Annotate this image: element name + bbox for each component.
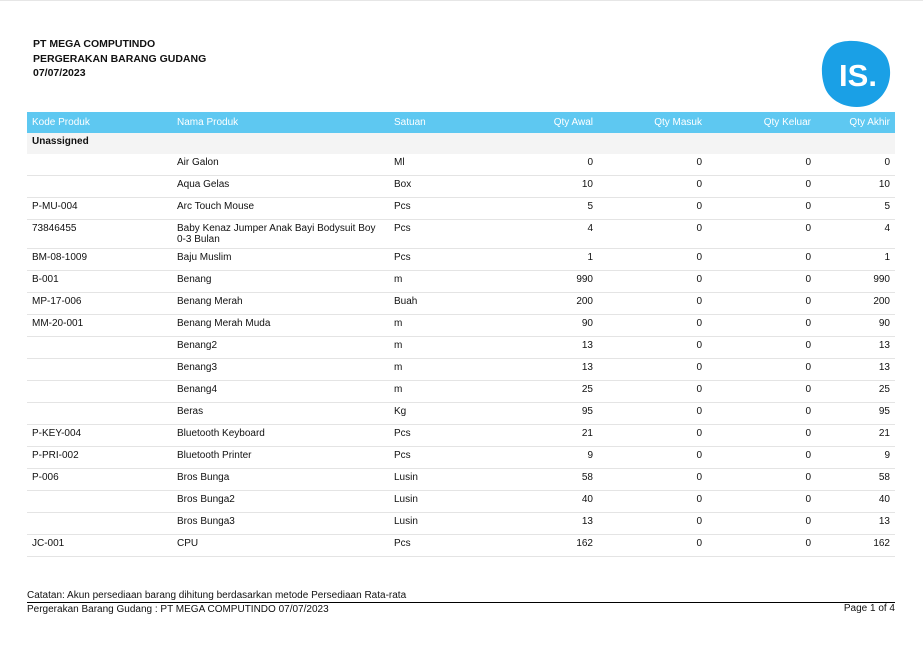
cell-kode	[27, 359, 172, 381]
col-qty-masuk: Qty Masuk	[598, 112, 707, 133]
cell-qty-akhir: 162	[816, 535, 895, 557]
cell-kode	[27, 154, 172, 176]
cell-kode: JC-001	[27, 535, 172, 557]
cell-qty-masuk: 0	[598, 469, 707, 491]
cell-qty-awal: 95	[499, 403, 598, 425]
cell-qty-masuk: 0	[598, 403, 707, 425]
report-header	[33, 37, 206, 81]
cell-nama: Baju Muslim	[172, 249, 389, 271]
cell-satuan: Pcs	[389, 220, 499, 249]
table-row	[27, 176, 895, 198]
cell-kode	[27, 337, 172, 359]
cell-satuan: Kg	[389, 403, 499, 425]
cell-nama: Benang Merah	[172, 293, 389, 315]
cell-nama: Bluetooth Printer	[172, 447, 389, 469]
cell-qty-keluar: 0	[707, 491, 816, 513]
cell-qty-masuk: 0	[598, 315, 707, 337]
cell-nama: Benang Merah Muda	[172, 315, 389, 337]
report-title: PERGERAKAN BARANG GUDANG	[33, 52, 207, 65]
cell-qty-masuk: 0	[598, 293, 707, 315]
cell-qty-awal: 10	[499, 176, 598, 198]
cell-satuan: Pcs	[389, 447, 499, 469]
cell-nama: Benang4	[172, 381, 389, 403]
table-row	[27, 249, 895, 271]
cell-qty-akhir: 5	[816, 198, 895, 220]
table-row	[27, 271, 895, 293]
cell-qty-masuk: 0	[598, 447, 707, 469]
cell-qty-awal: 5	[499, 198, 598, 220]
col-qty-akhir: Qty Akhir	[816, 112, 895, 133]
cell-qty-masuk: 0	[598, 491, 707, 513]
cell-qty-awal: 200	[499, 293, 598, 315]
company-name: PT MEGA COMPUTINDO	[33, 38, 156, 50]
cell-satuan: Lusin	[389, 491, 499, 513]
cell-nama: Bros Bunga3	[172, 513, 389, 535]
cell-kode	[27, 176, 172, 198]
cell-qty-akhir: 0	[816, 154, 895, 176]
col-nama-produk: Nama Produk	[172, 112, 389, 133]
cell-satuan: m	[389, 271, 499, 293]
cell-qty-masuk: 0	[598, 425, 707, 447]
cell-qty-masuk: 0	[598, 381, 707, 403]
cell-qty-keluar: 0	[707, 176, 816, 198]
cell-qty-masuk: 0	[598, 154, 707, 176]
cell-qty-keluar: 0	[707, 359, 816, 381]
cell-satuan: Pcs	[389, 249, 499, 271]
table-row	[27, 154, 895, 176]
cell-kode: P-PRI-002	[27, 447, 172, 469]
cell-qty-keluar: 0	[707, 403, 816, 425]
cell-qty-keluar: 0	[707, 469, 816, 491]
cell-qty-akhir: 40	[816, 491, 895, 513]
cell-qty-masuk: 0	[598, 249, 707, 271]
cell-qty-keluar: 0	[707, 535, 816, 557]
cell-qty-masuk: 0	[598, 271, 707, 293]
cell-kode: BM-08-1009	[27, 249, 172, 271]
cell-satuan: Ml	[389, 154, 499, 176]
cell-qty-akhir: 4	[816, 220, 895, 249]
cell-satuan: m	[389, 315, 499, 337]
table-row	[27, 293, 895, 315]
cell-qty-keluar: 0	[707, 271, 816, 293]
cell-satuan: m	[389, 337, 499, 359]
cell-qty-masuk: 0	[598, 176, 707, 198]
cell-qty-awal: 13	[499, 337, 598, 359]
cell-qty-keluar: 0	[707, 154, 816, 176]
cell-kode	[27, 381, 172, 403]
cell-kode: P-KEY-004	[27, 425, 172, 447]
cell-satuan: Pcs	[389, 425, 499, 447]
col-kode-produk: Kode Produk	[27, 112, 172, 133]
footer-report-info: Pergerakan Barang Gudang : PT MEGA COMPUTINDO 07/07/2023	[27, 604, 329, 615]
cell-qty-keluar: 0	[707, 381, 816, 403]
cell-qty-awal: 58	[499, 469, 598, 491]
group-row	[27, 133, 895, 154]
table-row	[27, 337, 895, 359]
cell-qty-masuk: 0	[598, 337, 707, 359]
cell-kode: MP-17-006	[27, 293, 172, 315]
cell-satuan: Pcs	[389, 535, 499, 557]
footnote: Catatan: Akun persediaan barang dihitung berdasarkan metode Persediaan Rata-rata	[27, 590, 407, 601]
cell-qty-keluar: 0	[707, 337, 816, 359]
cell-nama: Baby Kenaz Jumper Anak Bayi Bodysuit Boy 0-3 Bulan	[172, 220, 389, 249]
cell-satuan: Lusin	[389, 469, 499, 491]
cell-nama: Beras	[172, 403, 389, 425]
stock-movement-table	[27, 112, 895, 557]
cell-qty-keluar: 0	[707, 293, 816, 315]
cell-qty-masuk: 0	[598, 359, 707, 381]
cell-kode: P-MU-004	[27, 198, 172, 220]
cell-qty-keluar: 0	[707, 220, 816, 249]
cell-qty-awal: 0	[499, 154, 598, 176]
cell-qty-akhir: 200	[816, 293, 895, 315]
table-row	[27, 425, 895, 447]
cell-qty-awal: 40	[499, 491, 598, 513]
cell-kode: 73846455	[27, 220, 172, 249]
cell-qty-akhir: 9	[816, 447, 895, 469]
cell-qty-akhir: 990	[816, 271, 895, 293]
cell-qty-awal: 990	[499, 271, 598, 293]
logo-text: IS.	[839, 58, 877, 93]
cell-satuan: Buah	[389, 293, 499, 315]
cell-qty-akhir: 21	[816, 425, 895, 447]
cell-qty-awal: 162	[499, 535, 598, 557]
cell-qty-akhir: 95	[816, 403, 895, 425]
cell-kode	[27, 513, 172, 535]
cell-qty-akhir: 10	[816, 176, 895, 198]
cell-qty-akhir: 13	[816, 337, 895, 359]
is-logo	[821, 40, 893, 108]
cell-qty-akhir: 90	[816, 315, 895, 337]
cell-nama: Air Galon	[172, 154, 389, 176]
table-row	[27, 315, 895, 337]
cell-qty-akhir: 13	[816, 513, 895, 535]
cell-qty-awal: 90	[499, 315, 598, 337]
cell-qty-akhir: 1	[816, 249, 895, 271]
col-satuan: Satuan	[389, 112, 499, 133]
cell-kode: MM-20-001	[27, 315, 172, 337]
table-row	[27, 513, 895, 535]
cell-qty-masuk: 0	[598, 220, 707, 249]
table-row	[27, 220, 895, 249]
cell-qty-keluar: 0	[707, 447, 816, 469]
group-label: Unassigned	[27, 133, 895, 154]
cell-kode	[27, 403, 172, 425]
footer-divider	[27, 602, 895, 603]
cell-qty-keluar: 0	[707, 249, 816, 271]
cell-nama: Benang2	[172, 337, 389, 359]
cell-qty-awal: 4	[499, 220, 598, 249]
table-header-row	[27, 112, 895, 133]
cell-qty-akhir: 58	[816, 469, 895, 491]
cell-qty-awal: 21	[499, 425, 598, 447]
cell-qty-akhir: 25	[816, 381, 895, 403]
cell-qty-awal: 1	[499, 249, 598, 271]
cell-qty-awal: 13	[499, 359, 598, 381]
table-row	[27, 535, 895, 557]
cell-qty-masuk: 0	[598, 513, 707, 535]
col-qty-awal: Qty Awal	[499, 112, 598, 133]
cell-kode: B-001	[27, 271, 172, 293]
cell-qty-awal: 9	[499, 447, 598, 469]
cell-satuan: Pcs	[389, 198, 499, 220]
cell-qty-keluar: 0	[707, 198, 816, 220]
cell-nama: Benang3	[172, 359, 389, 381]
report-date: 07/07/2023	[33, 67, 86, 79]
cell-qty-awal: 13	[499, 513, 598, 535]
cell-qty-keluar: 0	[707, 315, 816, 337]
cell-nama: CPU	[172, 535, 389, 557]
cell-nama: Aqua Gelas	[172, 176, 389, 198]
table-row	[27, 469, 895, 491]
cell-nama: Benang	[172, 271, 389, 293]
table-row	[27, 403, 895, 425]
cell-satuan: m	[389, 381, 499, 403]
cell-kode	[27, 491, 172, 513]
cell-nama: Bros Bunga2	[172, 491, 389, 513]
cell-satuan: Lusin	[389, 513, 499, 535]
cell-nama: Bluetooth Keyboard	[172, 425, 389, 447]
cell-qty-awal: 25	[499, 381, 598, 403]
cell-satuan: Box	[389, 176, 499, 198]
cell-qty-keluar: 0	[707, 425, 816, 447]
cell-qty-masuk: 0	[598, 198, 707, 220]
top-divider	[0, 0, 923, 1]
cell-satuan: m	[389, 359, 499, 381]
cell-kode: P-006	[27, 469, 172, 491]
table-row	[27, 359, 895, 381]
col-qty-keluar: Qty Keluar	[707, 112, 816, 133]
cell-qty-masuk: 0	[598, 535, 707, 557]
cell-qty-akhir: 13	[816, 359, 895, 381]
table-row	[27, 198, 895, 220]
cell-nama: Arc Touch Mouse	[172, 198, 389, 220]
page-number: Page 1 of 4	[843, 603, 895, 614]
cell-nama: Bros Bunga	[172, 469, 389, 491]
table-row	[27, 447, 895, 469]
table-row	[27, 491, 895, 513]
cell-qty-keluar: 0	[707, 513, 816, 535]
table-row	[27, 381, 895, 403]
